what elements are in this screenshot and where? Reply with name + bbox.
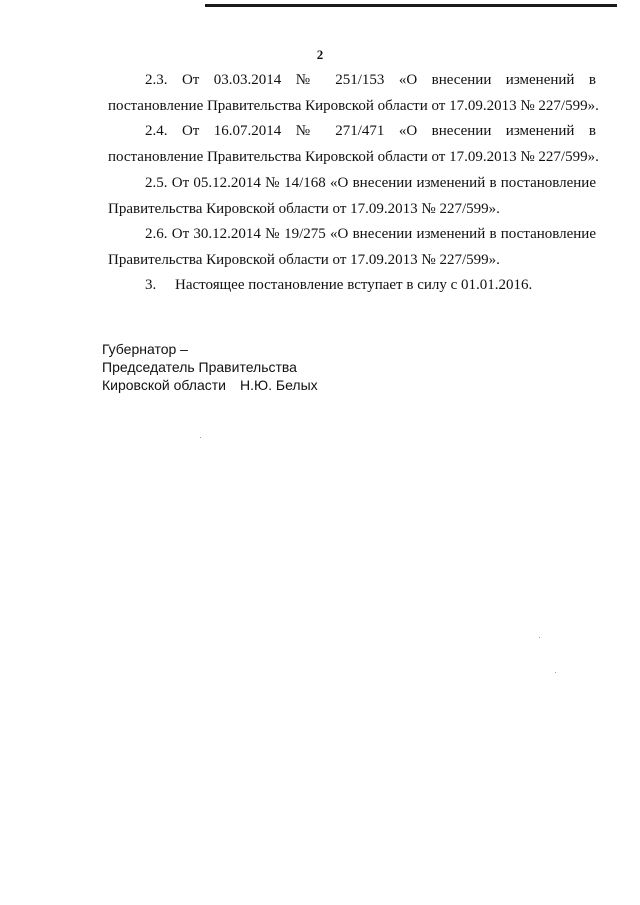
clause-2-3-line-1: 2.3. От 03.03.2014 № 251/153 «О внесении изменений в (145, 72, 596, 88)
clause-2-5-line-1: 2.5. От 05.12.2014 № 14/168 «О внесении изменений в постановление (145, 175, 596, 191)
clause-2-6 (108, 221, 596, 273)
scan-speck (200, 437, 201, 438)
signature-region: Кировской области (102, 377, 226, 393)
clause-2-6-line-1: 2.6. От 30.12.2014 № 19/275 «О внесении изменений в постановление (145, 226, 596, 242)
scan-top-edge (205, 4, 617, 7)
clause-2-3 (108, 67, 599, 119)
clause-3-line (108, 272, 596, 298)
clause-2-5 (108, 170, 596, 222)
clause-3 (108, 272, 596, 298)
scan-speck (539, 637, 540, 638)
clause-3-text: Настоящее постановление вступает в силу с 01.01.2016. (175, 277, 533, 293)
scan-speck (555, 672, 556, 673)
signature-block (102, 340, 318, 394)
clause-3-number: 3. (145, 277, 157, 293)
signature-title-2: Председатель Правительства (102, 359, 297, 375)
clause-2-3-line-2: постановление Правительства Кировской области от 17.09.2013 № 227/599». (108, 98, 599, 114)
signatory-name: Н.Ю. Белых (239, 377, 318, 393)
clause-2-6-line-2: Правительства Кировской области от 17.09.2013 № 227/599». (108, 252, 500, 268)
page-number: 2 (316, 47, 324, 62)
signature-title-1: Губернатор – (102, 341, 188, 357)
clause-2-5-line-2: Правительства Кировской области от 17.09.2013 № 227/599». (108, 201, 500, 217)
clause-2-4-line-1: 2.4. От 16.07.2014 № 271/471 «О внесении изменений в (145, 123, 596, 139)
signature-title-3 (102, 376, 318, 394)
clause-2-4-line-2: постановление Правительства Кировской области от 17.09.2013 № 227/599». (108, 149, 599, 165)
clause-2-4 (108, 118, 599, 170)
